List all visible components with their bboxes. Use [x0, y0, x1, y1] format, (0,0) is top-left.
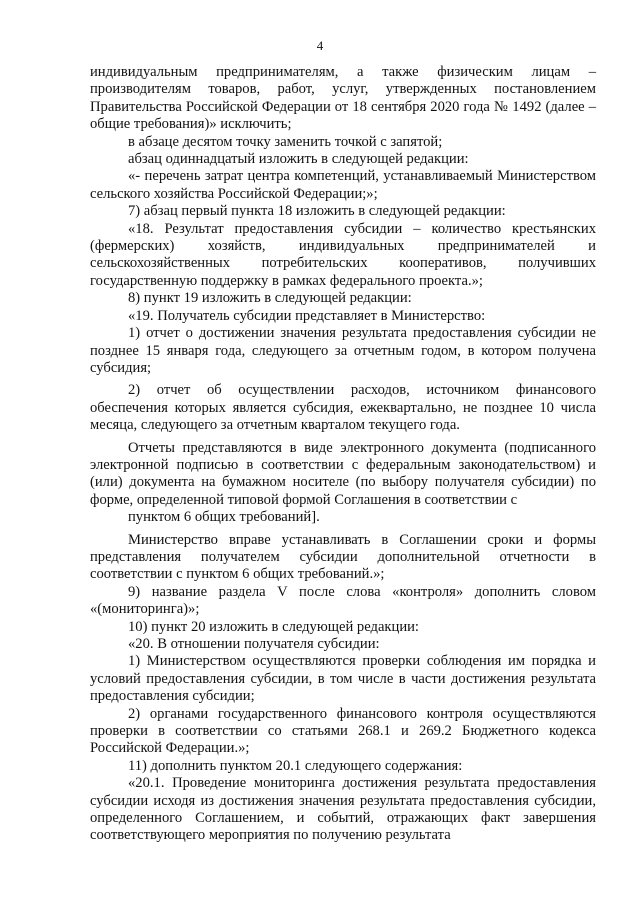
- page-number: 4: [316, 38, 324, 53]
- paragraph-item-9: 9) название раздела V после слова «контроля» дополнить словом «(мониторинга)»;: [90, 583, 596, 618]
- paragraph-point-18: «18. Результат предоставления субсидии – количество крестьянских (фермерских) хозяйств, индивидуальных предпринимателей и сельскохозяйственных потребительских кооперативов, получивших государственную поддержку в рамках федерального проекта.»;: [90, 220, 596, 289]
- paragraph-item-11: 11) дополнить пунктом 20.1 следующего содержания:: [128, 757, 463, 774]
- paragraph-report-result: 1) отчет о достижении значения результата предоставления субсидии не позднее 15 января года, следующего за отчетным годом, в котором получена субсидия;: [90, 325, 596, 376]
- paragraph-amendment-tenth-abzac: в абзаце десятом точку заменить точкой с запятой;: [128, 133, 443, 150]
- paragraph-reports-form-end: пунктом 6 общих требований].: [128, 509, 320, 526]
- paragraph-reports-form: Отчеты представляются в виде электронного документа (подписанного электронной подписью в соответствии с федеральным законодательством) и (или) документа на бумажном носителе (по выбору получателя субсидии) по форме, определенной типовой формой Соглашения в соответствии с: [90, 439, 596, 508]
- paragraph-general-requirements: индивидуальным предпринимателям, а также физическим лицам – производителям товаров, работ, услуг, утвержденных постановлением Правительства Российской Федерации от 18 сентября 2020 года № 1492 (далее – общие требования)» исключить;: [90, 64, 596, 133]
- paragraph-point-19: «19. Получатель субсидии представляет в Министерство:: [128, 307, 486, 324]
- paragraph-point-20-1: «20.1. Проведение мониторинга достижения результата предоставления субсидии исходя из достижения значения результата предоставления субсидии, определенного Соглашением, и событий, отражающих факт завершения соответствующего мероприятия по получению результата: [90, 775, 596, 844]
- paragraph-point-20: «20. В отношении получателя субсидии:: [128, 636, 380, 652]
- paragraph-amendment-eleventh-abzac: абзац одиннадцатый изложить в следующей редакции:: [128, 151, 469, 168]
- paragraph-item-10: 10) пункт 20 изложить в следующей редакции:: [128, 618, 419, 635]
- paragraph-ministry-checks: 1) Министерством осуществляются проверки соблюдения им порядка и условий предоставления субсидии, в том числе в части достижения результата предоставления субсидии;: [90, 653, 596, 705]
- paragraph-additional-reporting: Министерство вправе устанавливать в Соглашении сроки и формы представления получателем субсидии дополнительной отчетности в соответствии с пунктом 6 общих требований.»;: [90, 531, 596, 583]
- paragraph-item-7: 7) абзац первый пункта 18 изложить в следующей редакции:: [128, 203, 506, 220]
- paragraph-cost-list: «- перечень затрат центра компетенций, устанавливаемый Министерством сельского хозяйства Российской Федерации;»;: [90, 168, 596, 202]
- paragraph-item-8: 8) пункт 19 изложить в следующей редакции:: [128, 290, 412, 307]
- paragraph-financial-control: 2) органами государственного финансового контроля осуществляются проверки в соответствии со статьями 268.1 и 269.2 Бюджетного кодекса Российской Федерации.»;: [90, 705, 596, 757]
- document-body: [90, 64, 596, 845]
- paragraph-report-expenses: 2) отчет об осуществлении расходов, источником финансового обеспечения которых является субсидия, ежеквартально, не позднее 10 числа месяца, следующего за отчетным кварталом текущего года.: [90, 382, 596, 434]
